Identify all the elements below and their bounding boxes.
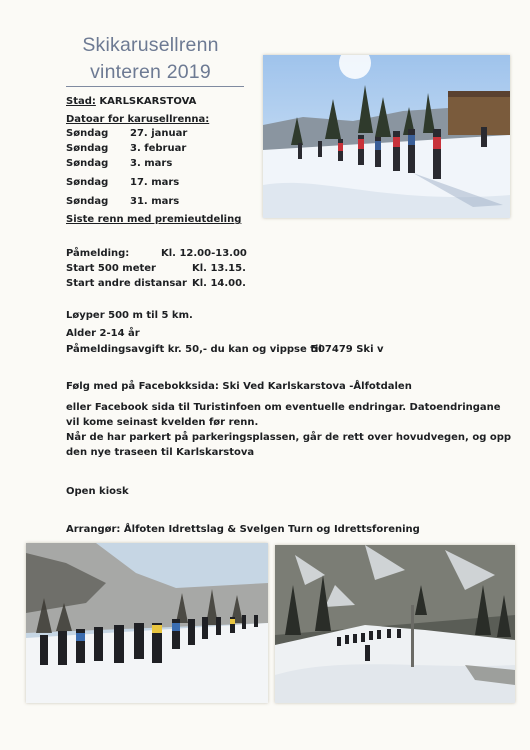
schedule-label: Påmelding: (66, 248, 130, 259)
ski-photo-bottom-left (26, 543, 268, 703)
ski-photo-bottom-right (275, 545, 515, 703)
schedule-label: Start andre distansar (66, 278, 187, 289)
date-row-date: 27. januar (130, 128, 188, 139)
schedule-time: Kl. 14.00. (192, 278, 246, 289)
venue-line (66, 96, 196, 107)
schedule-time: Kl. 12.00-13.00 (161, 248, 247, 259)
tracks-info: Løyper 500 m til 5 km. (66, 310, 193, 321)
title-line-1: Skikarusellrenn (82, 34, 219, 56)
title-line-2: vinteren 2019 (90, 61, 211, 83)
flyer-title (63, 32, 238, 86)
date-row-day: Søndag (66, 143, 109, 154)
fee-info (66, 344, 322, 355)
schedule-label: Start 500 meter (66, 263, 156, 274)
title-underline (66, 86, 244, 87)
venue-label: Stad: (66, 96, 96, 107)
date-row-day: Søndag (66, 128, 109, 139)
schedule-time: Kl. 13.15. (192, 263, 246, 274)
ski-photo-top (263, 55, 510, 218)
fee-text: Påmeldingsavgift kr. 50,- du kan og vippse til (66, 344, 322, 355)
venue-value: KARLSKARSTOVA (99, 96, 197, 107)
date-row-date: 17. mars (130, 177, 180, 188)
facebook-line-1: Følg med på Facebokksida: Ski Ved Karlskarstova -Ålfotdalen (66, 381, 412, 392)
facebook-line-2: eller Facebook sida til Turistinfoen om eventuelle endringar. Datoendringane (66, 402, 501, 413)
dates-heading: Datoar for karusellrenna: (66, 114, 210, 125)
date-row-date: 31. mars (130, 196, 180, 207)
parking-line-2: den nye traseen til Karlskarstova (66, 447, 255, 458)
kiosk-note: Open kiosk (66, 486, 129, 497)
last-race-note: Siste renn med premieutdeling (66, 214, 242, 225)
date-row-date: 3. februar (130, 143, 187, 154)
vipps-number: 507479 Ski v (311, 344, 384, 355)
date-row-day: Søndag (66, 196, 109, 207)
parking-line-1: Når de har parkert på parkeringsplassen, går de rett over hovudvegen, og opp (66, 432, 512, 443)
facebook-line-3: vil kome seinast kvelden før renn. (66, 417, 259, 428)
age-info: Alder 2-14 år (66, 328, 140, 339)
date-row-day: Søndag (66, 177, 109, 188)
date-row-day: Søndag (66, 158, 109, 169)
date-row-date: 3. mars (130, 158, 173, 169)
organizer-line: Arrangør: Ålfoten Idrettslag & Svelgen Turn og Idrettsforening (66, 524, 420, 535)
